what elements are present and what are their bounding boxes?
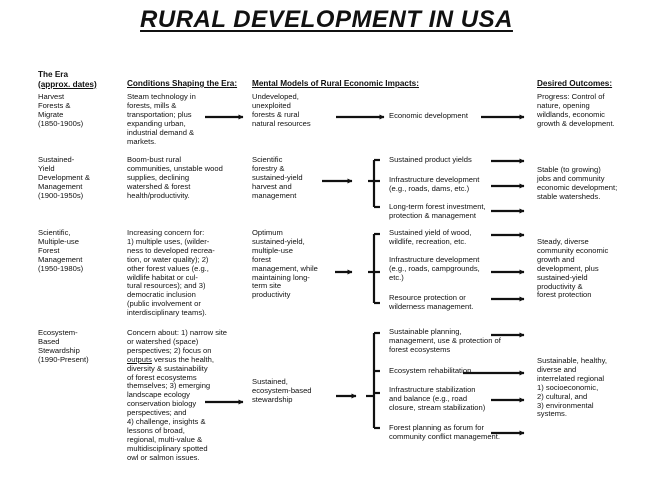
conditions-multiple-use: Increasing concern for: 1) multiple uses, (wilder- ness to developed recrea- tion, or water quality); 2) other forest values (e.g., wildlife habitat or cul- tural resources); and 3) democratic inclusion (public involvement or interdisciplinary teams). [127, 228, 215, 318]
impact-infrastructure-stabilization: Infrastructure stabilization and balance (e.g., road closure, stream stabilization) [389, 385, 486, 412]
page-title: RURAL DEVELOPMENT IN USA [140, 6, 513, 33]
era-multiple-use: Scientific, Multiple-use Forest Management (1950-1980s) [38, 228, 84, 273]
outcome-sustained-yield: Stable (to growing) jobs and community economic development; stable watersheds. [537, 165, 618, 201]
outcome-harvest: Progress: Control of nature, opening wildlands, economic growth & development. [537, 92, 615, 128]
impact-sustained-yield-wood: Sustained yield of wood, wildlife, recreation, etc. [389, 228, 472, 246]
model-harvest: Undeveloped, unexploited forests & rural natural resources [252, 92, 311, 128]
conditions-sustained-yield: Boom-bust rural communities, unstable wood supplies, declining watershed & forest health/productivity. [127, 155, 223, 200]
era-sustained-yield: Sustained- Yield Development & Management (1900-1950s) [38, 155, 90, 200]
header-models: Mental Models of Rural Economic Impacts: [252, 79, 419, 88]
header-era-line1: The Era [38, 70, 69, 79]
impact-forest-planning-forum: Forest planning as forum for community conflict management. [389, 423, 500, 441]
conditions-ecosystem-outputs: outputs [127, 354, 152, 364]
header-era-line2: (approx. dates) [38, 79, 97, 89]
conditions-ecosystem-part1: Concern about: 1) narrow site or watershed (space) perspectives; 2) focus on [127, 328, 228, 355]
impact-infrastructure-development-2: Infrastructure development (e.g., roads, campgrounds, etc.) [389, 255, 480, 282]
impact-sustainable-planning: Sustainable planning, management, use & protection of forest ecosystems [389, 327, 501, 354]
era-ecosystem: Ecosystem- Based Stewardship (1990-Present) [38, 328, 89, 364]
model-multiple-use: Optimum sustained-yield, multiple-use forest management, while maintaining long- term site productivity [252, 228, 318, 300]
impact-long-term-investment: Long-term forest investment, protection & management [389, 202, 486, 220]
model-sustained-yield: Scientific forestry & sustained-yield harvest and management [252, 155, 303, 200]
conditions-ecosystem-part2: versus the health, diversity & sustainability of forest ecosystems themselves; 3) emerging landscape ecology conservation biology perspectives; and 4) challenge, insights & lessons of broad, regional, multi-value & multidisciplinary spotted owl or salmon issues. [127, 354, 214, 462]
outcome-ecosystem: Sustainable, healthy, diverse and interrelated regional 1) socioeconomic, 2) cultural, and 3) environmental systems. [537, 356, 607, 419]
header-conditions: Conditions Shaping the Era: [127, 79, 238, 88]
conditions-harvest: Steam technology in forests, mills & transportation; plus expanding urban, industrial demand & markets. [127, 92, 196, 146]
impact-ecosystem-rehabilitation: Ecosystem rehabilitation [389, 366, 472, 375]
header-outcomes: Desired Outcomes: [537, 79, 613, 88]
model-ecosystem: Sustained, ecosystem-based stewardship [252, 377, 312, 404]
outcome-multiple-use: Steady, diverse community economic growth and development, plus sustained-yield productivity & forest protection [537, 237, 609, 300]
impact-economic-development: Economic development [389, 111, 468, 120]
impact-resource-protection: Resource protection or wilderness management. [389, 293, 474, 311]
impact-infrastructure-development-1: Infrastructure development (e.g., roads, dams, etc.) [389, 175, 480, 193]
impact-sustained-product-yields: Sustained product yields [389, 155, 472, 164]
era-harvest: Harvest Forests & Migrate (1850-1900s) [38, 92, 84, 128]
